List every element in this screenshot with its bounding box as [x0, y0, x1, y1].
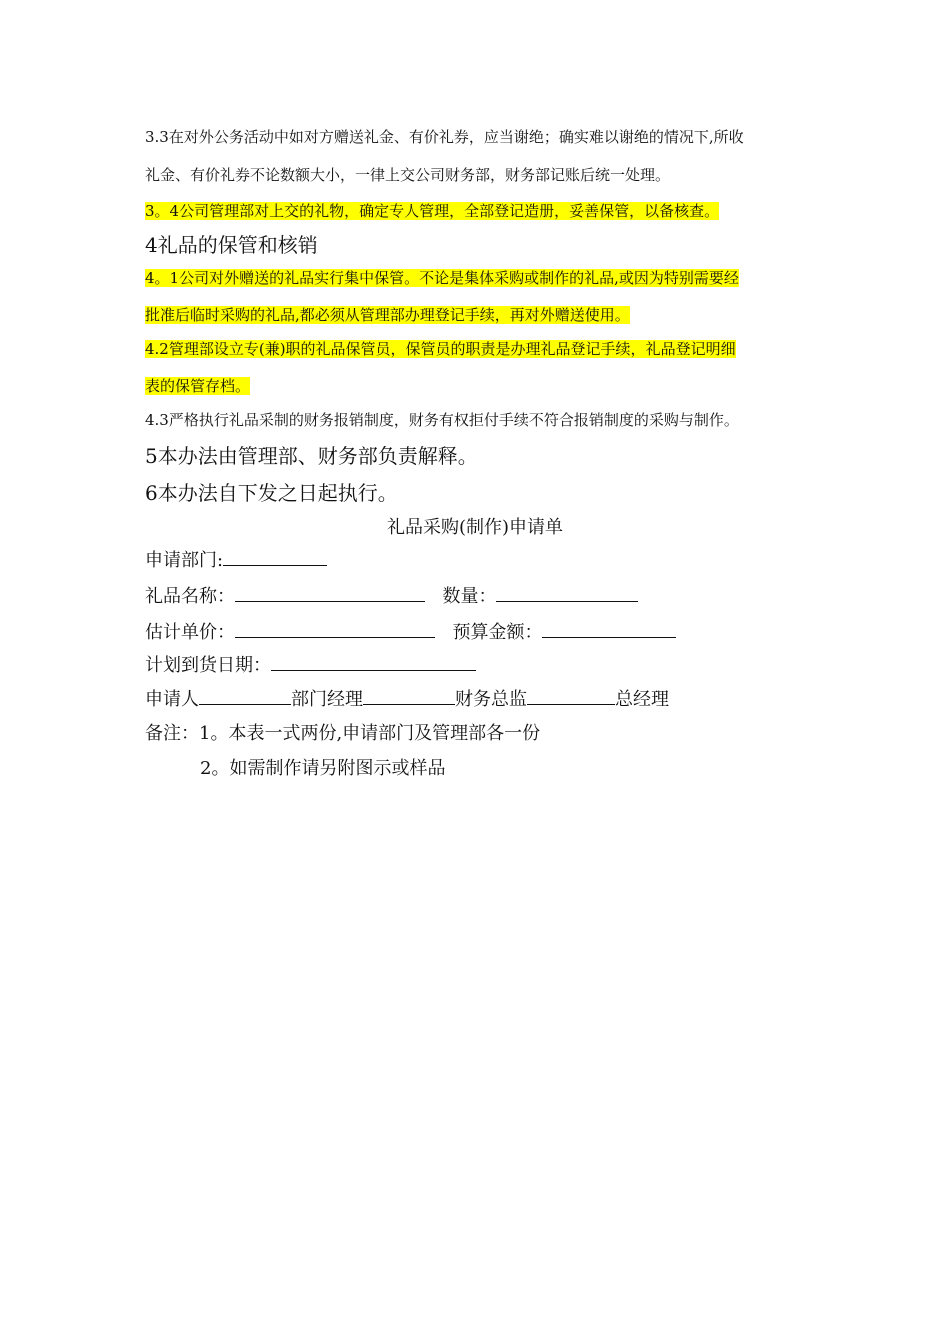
gift-name-label: 礼品名称：	[145, 586, 235, 607]
form-row-gift	[145, 582, 638, 608]
form-row-delivery	[145, 651, 476, 677]
budget-field[interactable]	[542, 620, 676, 638]
form-row-signatures	[145, 685, 669, 711]
section-4-heading: 4礼品的保管和核销	[145, 233, 318, 257]
unit-price-field[interactable]	[235, 620, 435, 638]
clause-4-1-line-1: 4。1公司对外赠送的礼品实行集中保管。不论是集体采购或制作的礼品,或因为特别需要经	[145, 269, 739, 287]
general-manager-label: 总经理	[615, 689, 669, 710]
applicant-label: 申请人	[145, 689, 199, 710]
dept-field[interactable]	[223, 548, 327, 566]
dept-label: 申请部门:	[145, 550, 224, 571]
gift-name-field[interactable]	[235, 584, 425, 602]
clause-4-2-line-2: 表的保管存档。	[145, 377, 251, 395]
clause-3-3-line-2: 礼金、有价礼券不论数额大小，一律上交公司财务部，财务部记账后统一处理。	[145, 166, 671, 184]
quantity-field[interactable]	[496, 584, 638, 602]
unit-price-label: 估计单价：	[145, 622, 235, 643]
dept-manager-label: 部门经理	[291, 689, 363, 710]
form-note-2: 2。如需制作请另附图示或样品	[200, 758, 446, 779]
clause-3-3-line-1: 3.3在对外公务活动中如对方赠送礼金、有价礼券，应当谢绝；确实难以谢绝的情况下,所收	[145, 128, 744, 146]
form-row-price	[145, 618, 676, 644]
delivery-date-label: 计划到货日期：	[145, 655, 271, 676]
finance-director-field[interactable]	[527, 687, 615, 705]
form-row-dept	[145, 546, 327, 572]
section-6: 6本办法自下发之日起执行。	[145, 481, 398, 505]
form-note-1: 备注：1。本表一式两份,申请部门及管理部各一份	[145, 723, 541, 744]
clause-4-1-line-2: 批准后临时采购的礼品,都必须从管理部办理登记手续，再对外赠送使用。	[145, 306, 630, 324]
clause-4-2-line-1: 4.2管理部设立专(兼)职的礼品保管员，保管员的职责是办理礼品登记手续，礼品登记明细	[145, 340, 736, 358]
section-5: 5本办法由管理部、财务部负责解释。	[145, 444, 478, 468]
form-title: 礼品采购(制作)申请单	[386, 517, 564, 538]
delivery-date-field[interactable]	[271, 653, 476, 671]
clause-3-4: 3。4公司管理部对上交的礼物，确定专人管理，全部登记造册，妥善保管，以备核查。	[145, 202, 720, 220]
dept-manager-field[interactable]	[363, 687, 455, 705]
applicant-field[interactable]	[199, 687, 291, 705]
clause-4-3: 4.3严格执行礼品采制的财务报销制度，财务有权拒付手续不符合报销制度的采购与制作。	[145, 411, 739, 429]
quantity-label: 数量：	[442, 586, 497, 607]
finance-director-label: 财务总监	[455, 689, 527, 710]
budget-label: 预算金额：	[452, 622, 543, 643]
